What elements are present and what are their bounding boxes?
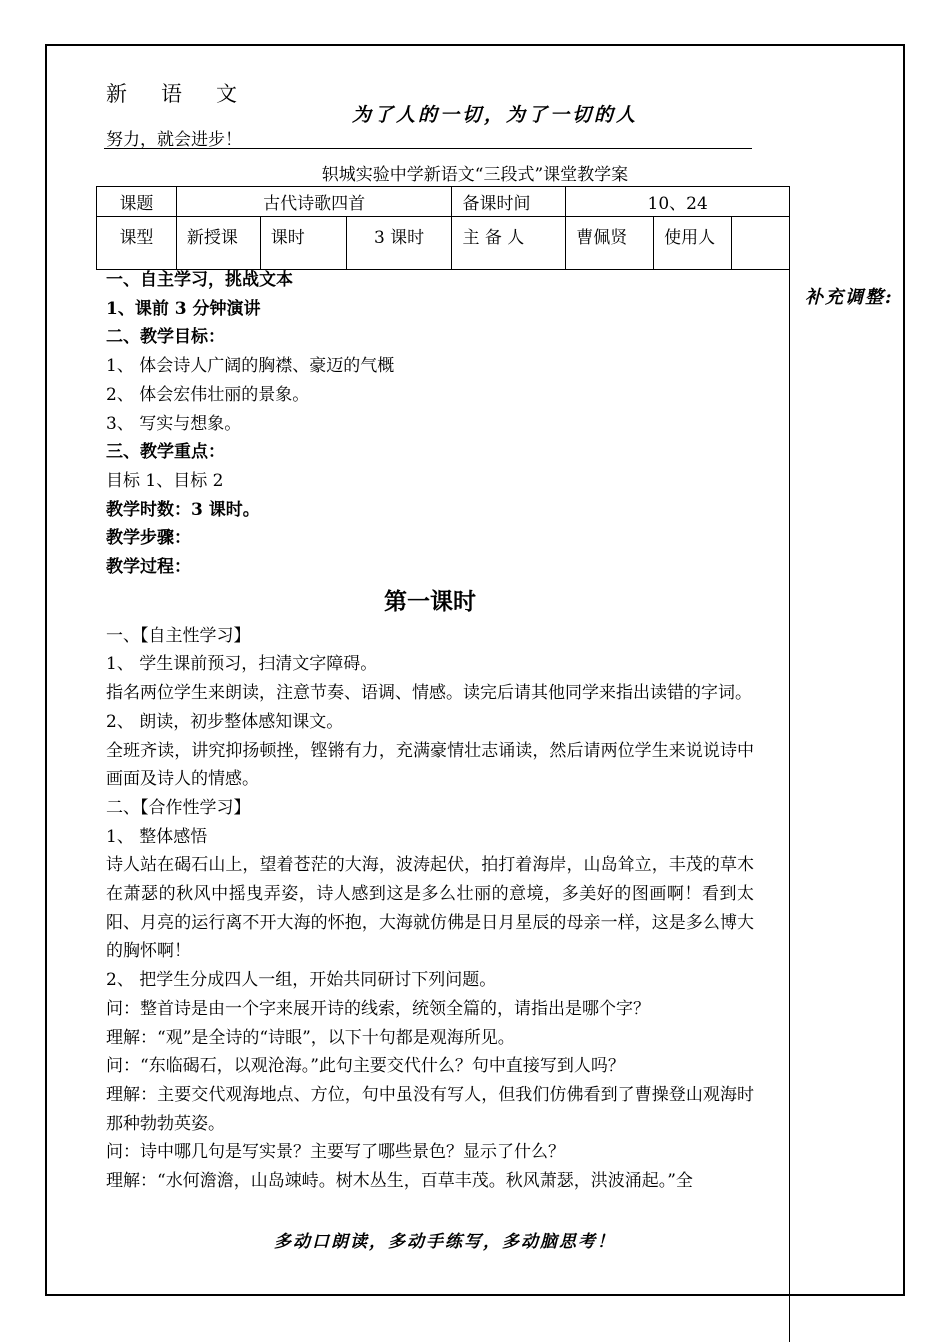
slogan: 努力，就会进步！ bbox=[106, 130, 242, 150]
topic-label: 课题 bbox=[97, 187, 177, 217]
side-note-tick bbox=[903, 310, 905, 328]
preparer-label: 主 备 人 bbox=[452, 217, 566, 270]
content-line: 1、 体会诗人广阔的胸襟、豪迈的气概 bbox=[106, 356, 395, 377]
content-line: 指名两位学生来朗读，注意节奏、语调、情感。读完后请其他同学来指出读错的字词。 bbox=[106, 683, 752, 704]
type-value: 新授课 bbox=[176, 217, 260, 270]
lesson-content bbox=[106, 266, 754, 1196]
info-row-topic bbox=[97, 187, 790, 217]
topic-value: 古代诗歌四首 bbox=[176, 187, 452, 217]
lesson-info-table bbox=[96, 186, 790, 270]
content-line: 全班齐读，讲究抑扬顿挫，铿锵有力，充满豪情壮志诵读，然后请两位学生来说说诗中画面及诗人的情感。 bbox=[106, 740, 754, 790]
margin-line-upper bbox=[789, 186, 790, 262]
content-line: 2、 把学生分成四人一组，开始共同研讨下列问题。 bbox=[106, 970, 497, 991]
content-line: 1、课前 3 分钟演讲 bbox=[106, 298, 261, 319]
content-line: 目标 1、目标 2 bbox=[106, 470, 224, 491]
prep-time-value: 10、24 bbox=[566, 187, 790, 217]
lesson-heading: 第一课时 bbox=[384, 587, 476, 615]
content-line: 2、 体会宏伟壮丽的景象。 bbox=[106, 384, 310, 405]
content-line: 诗人站在碣石山上，望着苍茫的大海，波涛起伏，拍打着海岸，山岛耸立，丰茂的草木在萧瑟的秋风中摇曳弄姿，诗人感到这是多么壮丽的意境，多美好的图画啊！看到太阳、月亮的运行离不开大海的怀抱，大海就仿佛是日月星辰的母亲一样，这是多么博大的胸怀啊！ bbox=[106, 855, 754, 962]
content-line: 一、【自主性学习】 bbox=[106, 625, 251, 646]
prep-time-label: 备课时间 bbox=[452, 187, 566, 217]
hours-label: 课时 bbox=[260, 217, 346, 270]
info-row-type bbox=[97, 217, 790, 270]
brand-title: 新语文 bbox=[106, 82, 271, 106]
document-title: 轵城实验中学新语文“三段式”课堂教学案 bbox=[321, 165, 629, 185]
content-line: 理解：主要交代观海地点、方位，句中虽没有写人，但我们仿佛看到了曹操登山观海时那种勃勃英姿。 bbox=[106, 1084, 754, 1134]
content-line: 理解：“水何澹澹，山岛竦峙。树木丛生，百草丰茂。秋风萧瑟，洪波涌起。”全 bbox=[106, 1171, 693, 1192]
content-line: 1、 整体感悟 bbox=[106, 826, 208, 847]
content-line: 2、 朗读，初步整体感知课文。 bbox=[106, 711, 344, 732]
content-line: 三、教学重点： bbox=[106, 442, 225, 463]
content-line: 教学步骤： bbox=[106, 528, 191, 549]
user-label: 使用人 bbox=[654, 217, 732, 270]
type-label: 课型 bbox=[97, 217, 177, 270]
content-line: 1、 学生课前预习，扫清文字障碍。 bbox=[106, 654, 378, 675]
content-line: 教学过程： bbox=[106, 557, 191, 578]
content-line: 二、【合作性学习】 bbox=[106, 797, 251, 818]
content-line: 3、 写实与想象。 bbox=[106, 413, 242, 434]
hours-value: 3 课时 bbox=[346, 217, 452, 270]
content-line: 问：诗中哪几句是写实景？主要写了哪些景色？显示了什么？ bbox=[106, 1142, 565, 1163]
margin-line-lower bbox=[789, 262, 790, 1342]
content-line: 二、教学目标： bbox=[106, 327, 225, 348]
content-line: 问：整首诗是由一个字来展开诗的线索，统领全篇的，请指出是哪个字？ bbox=[106, 998, 650, 1019]
footer-motto: 多动口朗读，多动手练写，多动脑思考！ bbox=[274, 1232, 616, 1252]
user-value bbox=[732, 217, 790, 270]
motto: 为了人的一切，为了一切的人 bbox=[352, 104, 639, 126]
preparer-value: 曹佩贤 bbox=[566, 217, 654, 270]
side-note-label: 补充调整: bbox=[805, 287, 894, 308]
content-line: 问：“东临碣石，以观沧海。”此句主要交代什么？句中直接写到人吗？ bbox=[106, 1056, 625, 1077]
content-line: 教学时数：3 课时。 bbox=[106, 499, 260, 520]
content-line: 一、自主学习，挑战文本 bbox=[106, 270, 293, 290]
content-line: 理解：“观”是全诗的“诗眼”，以下十句都是观海所见。 bbox=[106, 1027, 515, 1048]
header-rule bbox=[104, 148, 752, 149]
